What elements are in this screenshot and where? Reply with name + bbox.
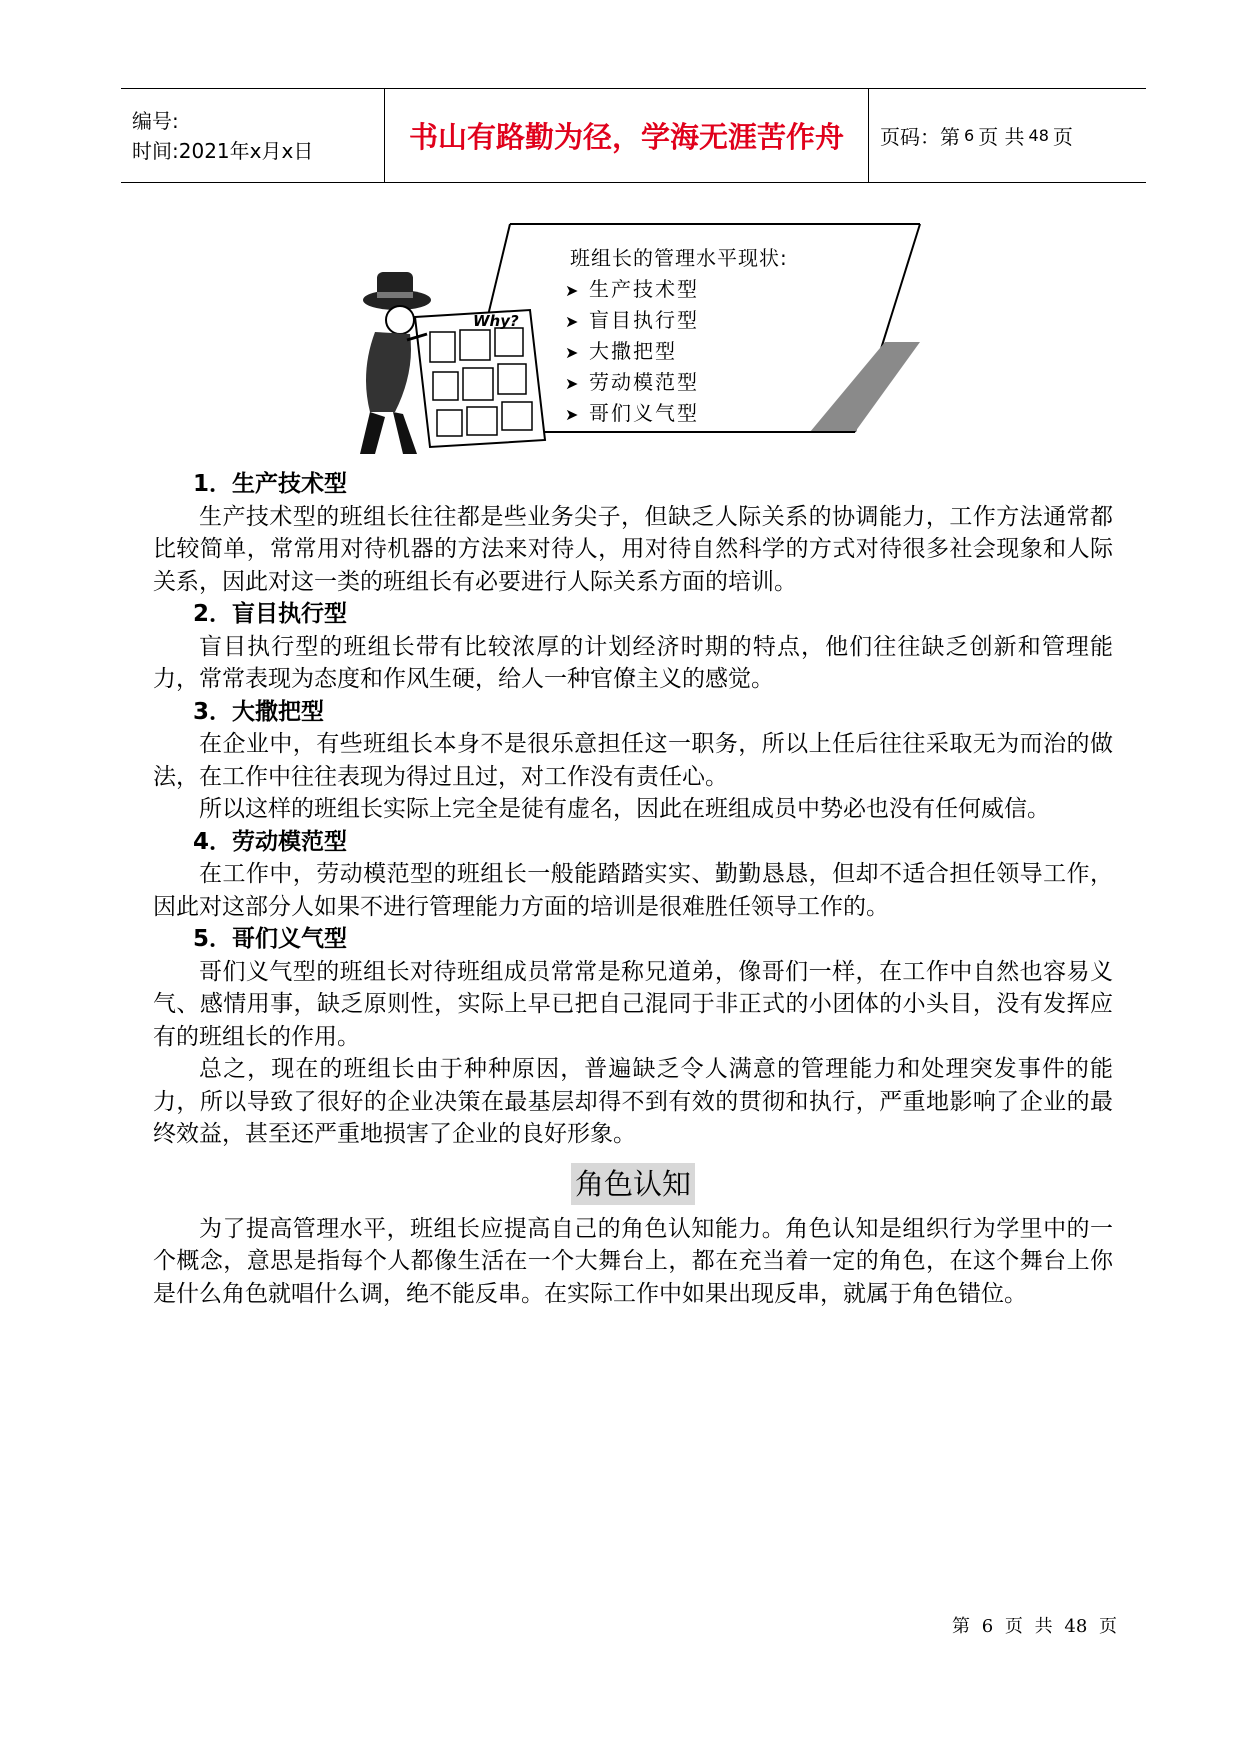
page-footer: 第 6 页 共 48 页 [952, 1616, 1117, 1637]
section-heading: 2．盲目执行型 [193, 601, 348, 627]
role-section-title [153, 1163, 1113, 1205]
page-mid: 页 共 [978, 125, 1025, 149]
why-label: Why? [473, 312, 519, 330]
figure-list-item: ➤ 生产技术型 [565, 274, 699, 305]
figure-list-item: ➤ 哥们义气型 [565, 398, 699, 429]
paragraph: 为了提高管理水平，班组长应提高自己的角色认知能力。角色认知是组织行为学里中的一个概念，意思是指每个人都像生活在一个大舞台上，都在充当着一定的角色，在这个舞台上你是什么角色就唱什么调，绝不能反串。在实际工作中如果出现反串，就属于角色错位。 [153, 1215, 1113, 1307]
paragraph: 生产技术型的班组长往往都是些业务尖子，但缺乏人际关系的协调能力，工作方法通常都比较简单，常常用对待机器的方法来对待人，用对待自然科学的方式对待很多社会现象和人际关系，因此对这一类的班组长有必要进行人际关系方面的培训。 [153, 503, 1113, 595]
serial-label: 编号: [132, 108, 179, 133]
paragraph: 哥们义气型的班组长对待班组成员常常是称兄道弟，像哥们一样，在工作中自然也容易义气、感情用事，缺乏原则性，实际上早已把自己混同于非正式的小团体的小头目，没有发挥应有的班组长的作用。 [153, 958, 1113, 1050]
illustration [355, 222, 925, 460]
figure-list-item: ➤ 盲目执行型 [565, 305, 699, 336]
paragraph: 在工作中，劳动模范型的班组长一般能踏踏实实、勤勤恳恳，但却不适合担任领导工作，因此对这部分人如果不进行管理能力方面的培训是很难胜任领导工作的。 [153, 861, 1113, 920]
time-line [132, 136, 384, 166]
figure-title: 班组长的管理水平现状: [570, 246, 788, 270]
section-heading: 4．劳动模范型 [193, 828, 348, 855]
page-number: 6 [964, 126, 975, 145]
time-value: 2021年x月x日 [178, 138, 314, 163]
document-body [153, 468, 1113, 1310]
figure-list-item: ➤ 大撒把型 [565, 336, 699, 367]
arrow-right-icon: ➤ [565, 343, 581, 362]
role-title: 角色认知 [571, 1163, 695, 1205]
arrow-right-icon: ➤ [565, 374, 581, 393]
figure-list-item: ➤ 劳动模范型 [565, 367, 699, 398]
arrow-right-icon: ➤ [565, 281, 581, 300]
paragraph: 盲目执行型的班组长带有比较浓厚的计划经济时期的特点，他们往往缺乏创新和管理能力，常常表现为态度和作风生硬，给人一种官僚主义的感觉。 [153, 633, 1113, 692]
motto: 书山有路勤为径，学海无涯苦作舟 [384, 89, 869, 182]
section-heading: 5．哥们义气型 [193, 926, 348, 952]
paragraph: 所以这样的班组长实际上完全是徒有虚名，因此在班组成员中势必也没有任何威信。 [199, 796, 1050, 822]
page-label: 页码：第 [880, 125, 960, 149]
page-end: 页 [1052, 125, 1073, 149]
section-heading: 1．生产技术型 [193, 471, 348, 497]
page-indicator [869, 89, 1146, 182]
arrow-right-icon: ➤ [565, 405, 581, 424]
time-label: 时间: [132, 138, 179, 163]
header-meta [121, 89, 384, 182]
arrow-right-icon: ➤ [565, 312, 581, 331]
paragraph: 在企业中，有些班组长本身不是很乐意担任这一职务，所以上任后往往采取无为而治的做法，在工作中往往表现为得过且过，对工作没有责任心。 [153, 731, 1113, 790]
paragraph: 总之，现在的班组长由于种种原因，普遍缺乏令人满意的管理能力和处理突发事件的能力，所以导致了很好的企业决策在最基层却得不到有效的贯彻和执行，严重地影响了企业的最终效益，甚至还严重地损害了企业的良好形象。 [153, 1056, 1113, 1147]
page-header [121, 88, 1146, 183]
figure-list [565, 274, 699, 429]
section-heading: 3．大撒把型 [193, 698, 325, 725]
page-total: 48 [1028, 126, 1049, 145]
